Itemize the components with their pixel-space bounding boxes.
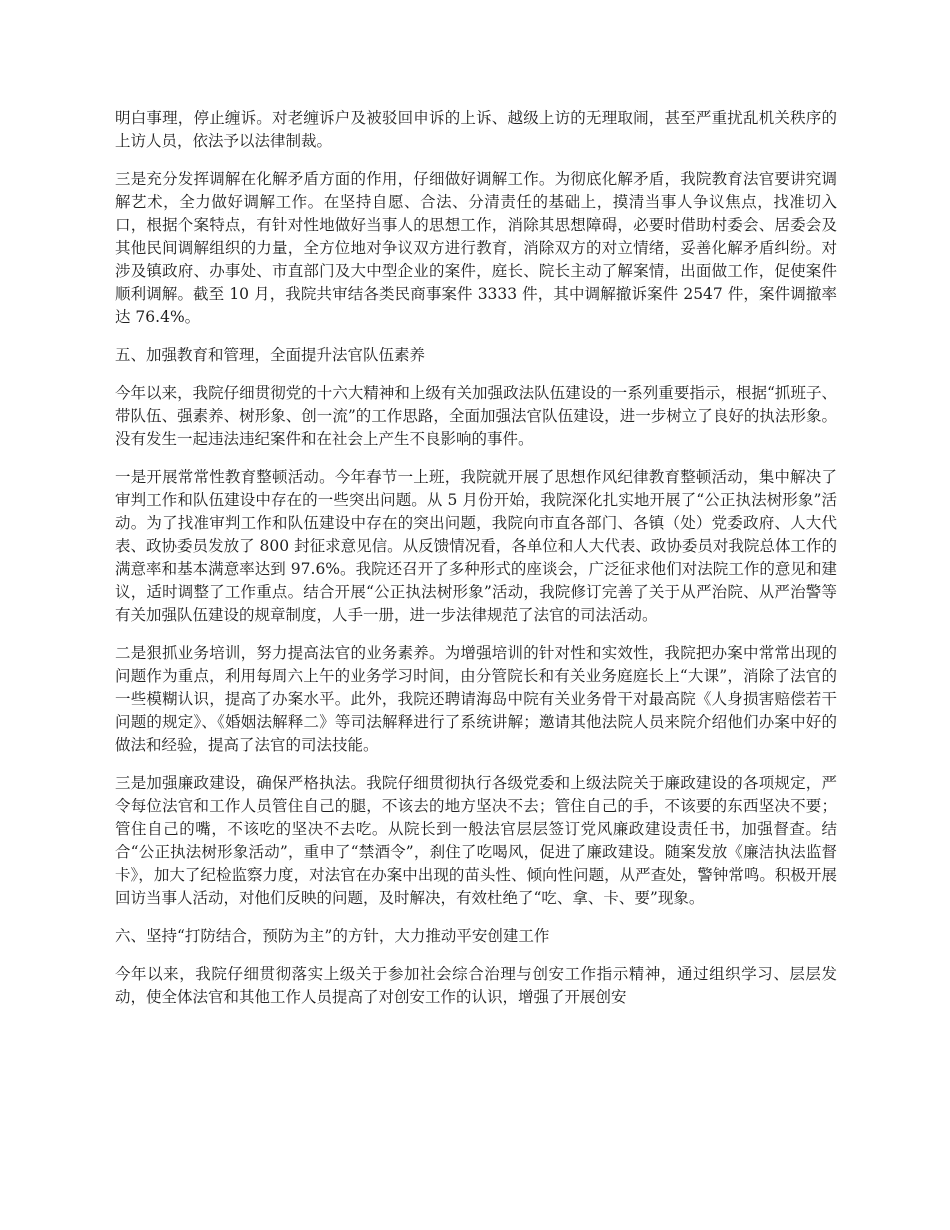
paragraph-business-training: 二是狠抓业务培训，努力提高法官的业务素养。为增强培训的针对性和实效性，我院把办案中常常出现的问题作为重点，利用每周六上午的业务学习时间，由分管院长和有关业务庭庭长上“大课”，消除了法官的一些模糊认识，提高了办案水平。此外，我院还聘请海岛中院有关业务骨干对最高院《人身损害赔偿若干问题的规定》、《婚姻法解释二》等司法解释进行了系统讲解；邀请其他法院人员来院介绍他们办案中好的做法和经验，提高了法官的司法技能。 [115,644,837,754]
paragraph-safety-creation: 今年以来，我院仔细贯彻落实上级关于参加社会综合治理与创安工作指示精神，通过组织学习、层层发动，使全体法官和其他工作人员提高了对创安工作的认识，增强了开展创安 [115,965,837,1006]
paragraph-team-building-intro: 今年以来，我院仔细贯彻党的十六大精神和上级有关加强政法队伍建设的一系列重要指示，根据“抓班子、带队伍、强素养、树形象、创一流”的工作思路，全面加强法官队伍建设，进一步树立了良好的执法形象。没有发生一起违法违纪案件和在社会上产生不良影响的事件。 [115,384,837,448]
paragraph-mediation: 三是充分发挥调解在化解矛盾方面的作用，仔细做好调解工作。为彻底化解矛盾，我院教育法官要讲究调解艺术，全力做好调解工作。在坚持自愿、合法、分清责任的基础上，摸清当事人争议焦点，找准切入口，根据个案特点，有针对性地做好当事人的思想工作，消除其思想障碍，必要时借助村委会、居委会及其他民间调解组织的力量，全方位地对争议双方进行教育，消除双方的对立情绪，妥善化解矛盾纠纷。对涉及镇政府、办事处、市直部门及大中型企业的案件，庭长、院长主动了解案情，出面做工作，促使案件顺利调解。截至 10 月，我院共审结各类民商事案件 3333 件，其中调解撤诉案件 2547 件，案件调撤率达 76.4%。 [115,170,837,326]
paragraph-education-rectification: 一是开展常常性教育整顿活动。今年春节一上班，我院就开展了思想作风纪律教育整顿活动，集中解决了审判工作和队伍建设中存在的一些突出问题。从 5 月份开始，我院深化扎实地开展了“公正执法树形象”活动。为了找准审判工作和队伍建设中存在的突出问题，我院向市直各部门、各镇（处）党委政府、人大代表、政协委员发放了 800 封征求意见信。从反馈情况看，各单位和人大代表、政协委员对我院总体工作的满意率和基本满意率达到 97.6%。我院还召开了多种形式的座谈会，广泛征求他们对法院工作的意见和建议，适时调整了工作重点。结合开展“公正执法树形象”活动，我院修订完善了关于从严治院、从严治警等有关加强队伍建设的规章制度，人手一册，进一步法律规范了法官的司法活动。 [115,468,837,624]
paragraph-integrity-building: 三是加强廉政建设，确保严格执法。我院仔细贯彻执行各级党委和上级法院关于廉政建设的各项规定，严令每位法官和工作人员管住自己的腿，不该去的地方坚决不去；管住自己的手，不该要的东西坚决不要；管住自己的嘴，不该吃的坚决不去吃。从院长到一般法官层层签订党风廉政建设责任书，加强督查。结合“公正执法树形象活动”，重申了“禁酒令”，刹住了吃喝风，促进了廉政建设。随案发放《廉洁执法监督卡》，加大了纪检监察力度，对法官在办案中出现的苗头性、倾向性问题，从严查处，警钟常鸣。积极开展回访当事人活动，对他们反映的问题，及时解决，有效杜绝了“吃、拿、卡、要”现象。 [115,774,837,907]
paragraph-intro-continuation: 明白事理，停止缠诉。对老缠诉户及被驳回申诉的上诉、越级上访的无理取闹，甚至严重扰乱机关秩序的上访人员，依法予以法律制裁。 [115,109,837,150]
document-page [115,107,837,1024]
section-heading-five: 五、加强教育和管理，全面提升法官队伍素养 [115,346,426,364]
section-heading-six: 六、坚持“打防结合，预防为主”的方针，大力推动平安创建工作 [115,927,550,945]
